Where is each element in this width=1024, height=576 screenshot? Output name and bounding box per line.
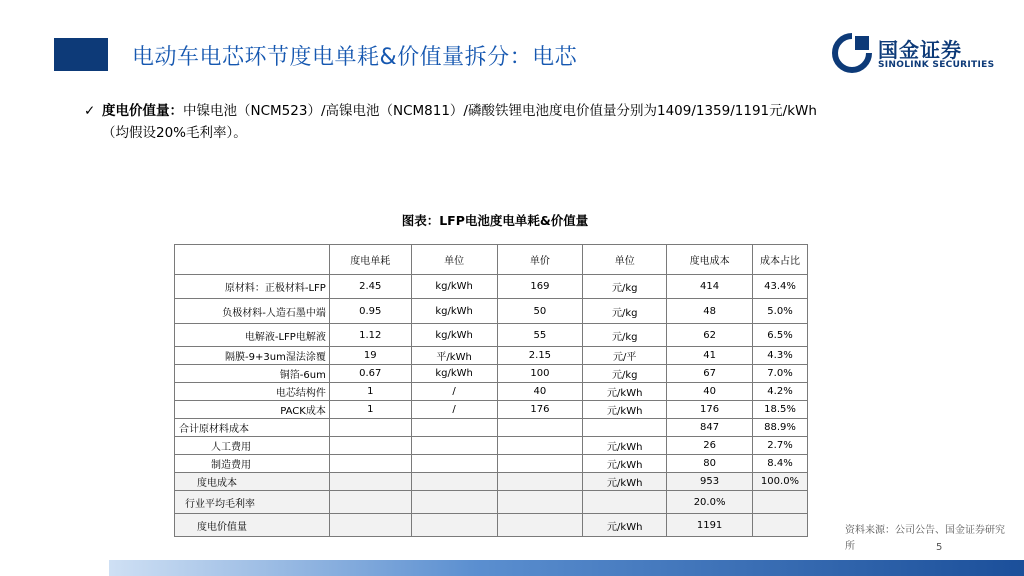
- table-cell: 19: [329, 347, 411, 365]
- table-cell: 40: [497, 383, 583, 401]
- row-label: 电解液-LFP电解液: [175, 324, 330, 347]
- table-cell: 元/平: [583, 347, 667, 365]
- row-label: 电芯结构件: [175, 383, 330, 401]
- table-header-row: [175, 245, 808, 275]
- table-row: [175, 365, 808, 383]
- table-cell: [411, 419, 497, 437]
- row-label: 度电成本: [175, 473, 330, 491]
- cost-table: [174, 244, 808, 537]
- table-cell: [329, 419, 411, 437]
- table-cell: 18.5%: [753, 401, 808, 419]
- header-cell: 单价: [497, 245, 583, 275]
- table-cell: /: [411, 401, 497, 419]
- table-cell: 8.4%: [753, 455, 808, 473]
- table-cell: 2.45: [329, 275, 411, 299]
- table-cell: 176: [667, 401, 753, 419]
- table-cell: /: [411, 383, 497, 401]
- table-cell: 55: [497, 324, 583, 347]
- table-cell: 847: [667, 419, 753, 437]
- table-cell: 5.0%: [753, 299, 808, 324]
- table-row: [175, 514, 808, 537]
- table-cell: 80: [667, 455, 753, 473]
- table-cell: 48: [667, 299, 753, 324]
- table-row: [175, 401, 808, 419]
- table-cell: 43.4%: [753, 275, 808, 299]
- bullet-line-1: [84, 100, 974, 122]
- table-cell: 100: [497, 365, 583, 383]
- table-cell: kg/kWh: [411, 365, 497, 383]
- table-cell: 元/kWh: [583, 455, 667, 473]
- table-cell: 4.3%: [753, 347, 808, 365]
- logo-name-cn: 国金证券: [878, 38, 962, 62]
- row-label: 度电价值量: [175, 514, 330, 537]
- header-cell: 单位: [583, 245, 667, 275]
- table-cell: [753, 491, 808, 514]
- table-row: [175, 437, 808, 455]
- table-cell: [411, 437, 497, 455]
- table-cell: [329, 514, 411, 537]
- table-cell: [583, 491, 667, 514]
- table-cell: 元/kg: [583, 299, 667, 324]
- table-cell: 1191: [667, 514, 753, 537]
- row-label: 负极材料-人造石墨中端: [175, 299, 330, 324]
- row-label: 原材料：正极材料-LFP: [175, 275, 330, 299]
- table-cell: 67: [667, 365, 753, 383]
- table-row: [175, 324, 808, 347]
- header-cell: 单位: [411, 245, 497, 275]
- table-cell: kg/kWh: [411, 324, 497, 347]
- table-row: [175, 455, 808, 473]
- table-cell: 26: [667, 437, 753, 455]
- table-cell: 元/kWh: [583, 514, 667, 537]
- table-cell: [411, 473, 497, 491]
- table-cell: 88.9%: [753, 419, 808, 437]
- table-cell: 2.15: [497, 347, 583, 365]
- table-cell: 6.5%: [753, 324, 808, 347]
- table-cell: 176: [497, 401, 583, 419]
- table-cell: kg/kWh: [411, 275, 497, 299]
- bullet-point: [84, 100, 974, 144]
- table-cell: [329, 491, 411, 514]
- table-cell: 50: [497, 299, 583, 324]
- table-cell: [411, 491, 497, 514]
- table-cell: [411, 514, 497, 537]
- table-cell: 40: [667, 383, 753, 401]
- table-cell: 元/kg: [583, 365, 667, 383]
- table-cell: [411, 455, 497, 473]
- table-cell: 4.2%: [753, 383, 808, 401]
- page-title: 电动车电芯环节度电单耗&价值量拆分：电芯: [132, 45, 578, 70]
- table-row: [175, 419, 808, 437]
- table-row: [175, 347, 808, 365]
- bullet-text: 中镍电池（NCM523）/高镍电池（NCM811）/磷酸铁锂电池度电价值量分别为1409/1359/1191元/kWh: [183, 103, 817, 119]
- row-label: PACK成本: [175, 401, 330, 419]
- header-cell: 度电单耗: [329, 245, 411, 275]
- table-cell: 953: [667, 473, 753, 491]
- table-cell: 元/kg: [583, 324, 667, 347]
- table-cell: [497, 455, 583, 473]
- table-cell: [583, 419, 667, 437]
- title-accent-bar: [54, 38, 108, 71]
- bullet-label: 度电价值量：: [102, 103, 183, 119]
- table-cell: 元/kWh: [583, 383, 667, 401]
- table-row: [175, 491, 808, 514]
- table-cell: 20.0%: [667, 491, 753, 514]
- table-cell: 169: [497, 275, 583, 299]
- logo-name-en: SINOLINK SECURITIES: [878, 60, 995, 70]
- table-row: [175, 383, 808, 401]
- table-cell: 元/kWh: [583, 437, 667, 455]
- table-row: [175, 473, 808, 491]
- row-label: 制造费用: [175, 455, 330, 473]
- table-cell: 62: [667, 324, 753, 347]
- table-cell: 元/kWh: [583, 401, 667, 419]
- table-cell: 2.7%: [753, 437, 808, 455]
- table-cell: 元/kWh: [583, 473, 667, 491]
- table-row: [175, 275, 808, 299]
- table-cell: [497, 514, 583, 537]
- header-cell: 成本占比: [753, 245, 808, 275]
- header-cell: 度电成本: [667, 245, 753, 275]
- table-title: 图表：LFP电池度电单耗&价值量: [401, 213, 589, 228]
- table-cell: 0.67: [329, 365, 411, 383]
- company-logo: [832, 33, 1007, 77]
- source-note: 资料来源：公司公告、国金证券研究所: [845, 525, 1005, 552]
- header-cell: [175, 245, 330, 275]
- table-cell: [497, 473, 583, 491]
- table-cell: 41: [667, 347, 753, 365]
- footer-gradient-bar: [109, 560, 1024, 576]
- row-label: 合计原材料成本: [175, 419, 330, 437]
- table-cell: [329, 437, 411, 455]
- row-label: 人工费用: [175, 437, 330, 455]
- table-cell: 1: [329, 383, 411, 401]
- table-cell: 1.12: [329, 324, 411, 347]
- table-cell: 414: [667, 275, 753, 299]
- table-cell: [329, 455, 411, 473]
- table-cell: 平/kWh: [411, 347, 497, 365]
- table-cell: [497, 491, 583, 514]
- table-cell: 1: [329, 401, 411, 419]
- table-cell: 7.0%: [753, 365, 808, 383]
- table-cell: 0.95: [329, 299, 411, 324]
- table-cell: 元/kg: [583, 275, 667, 299]
- row-label: 隔膜-9+3um湿法涂覆: [175, 347, 330, 365]
- table-cell: [497, 419, 583, 437]
- bullet-line-2: （均假设20%毛利率）。: [102, 125, 247, 141]
- table-row: [175, 299, 808, 324]
- table-cell: [497, 437, 583, 455]
- row-label: 铜箔-6um: [175, 365, 330, 383]
- page-number: 5: [936, 542, 943, 553]
- checkmark-icon: ✓: [84, 103, 96, 119]
- table-cell: [329, 473, 411, 491]
- sinolink-logo-icon: [832, 33, 872, 73]
- table-cell: [753, 514, 808, 537]
- row-label: 行业平均毛利率: [175, 491, 330, 514]
- table-cell: 100.0%: [753, 473, 808, 491]
- table-cell: kg/kWh: [411, 299, 497, 324]
